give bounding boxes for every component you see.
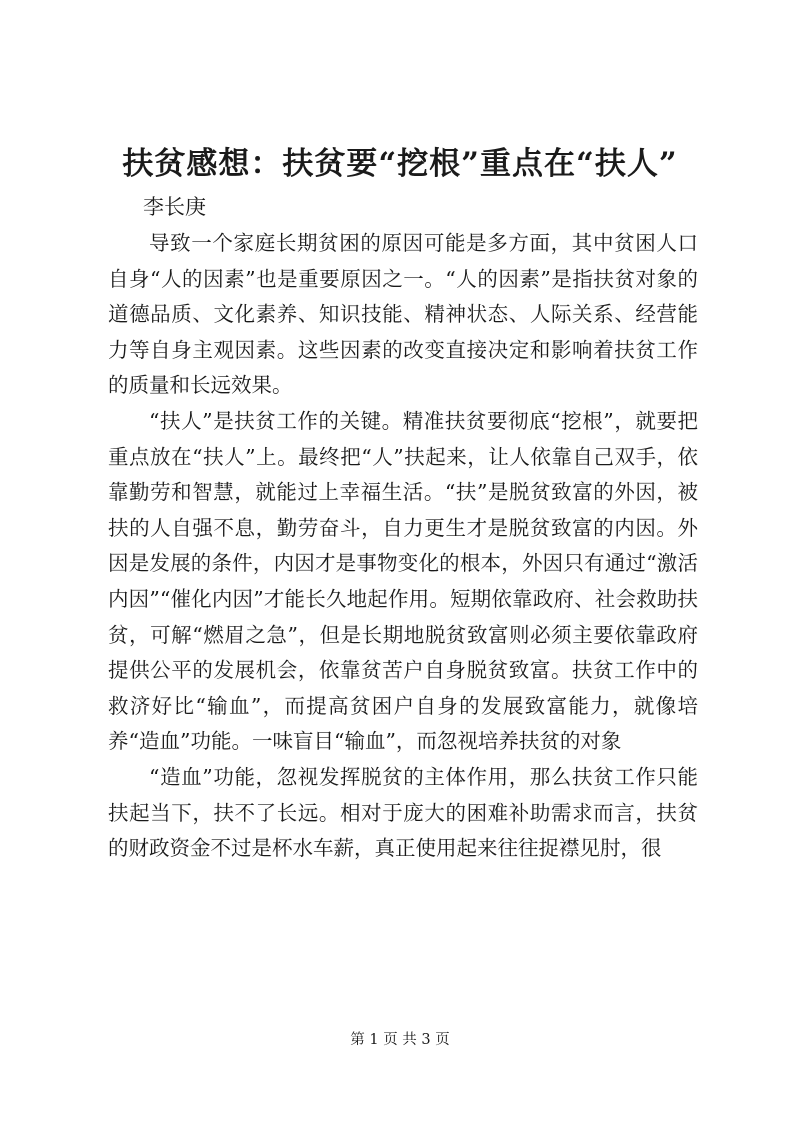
body-paragraph: “扶人”是扶贫工作的关键。精准扶贫要彻底“挖根”，就要把重点放在“扶人”上。最终把“人”扶起来，让人依靠自己双手，依靠勤劳和智慧，就能过上幸福生活。“扶”是脱贫致富的外因，被扶的人自强不息，勤劳奋斗，自力更生才是脱贫致富的内因。外因是发展的条件，内因才是事物变化的根本，外因只有通过“激活内因”“催化内因”才能长久地起作用。短期依靠政府、社会救助扶贫，可解“燃眉之急”，但是长期地脱贫致富则必须主要依靠政府提供公平的发展机会，依靠贫苦户自身脱贫致富。扶贫工作中的救济好比“输血”，而提高贫困户自身的发展致富能力，就像培养“造血”功能。一味盲目“输血”，而忽视培养扶贫的对象	[108, 408, 698, 754]
author-name: 李长庚	[143, 195, 206, 219]
body-paragraph: 导致一个家庭长期贫困的原因可能是多方面，其中贫困人口自身“人的因素”也是重要原因之一。“人的因素”是指扶贫对象的道德品质、文化素养、知识技能、精神状态、人际关系、经营能力等自身主观因素。这些因素的改变直接决定和影响着扶贫工作的质量和长远效果。	[108, 231, 698, 398]
document-title: 扶贫感想：扶贫要“挖根”重点在“扶人”	[122, 146, 678, 182]
body-paragraph: “造血”功能，忽视发挥脱贫的主体作用，那么扶贫工作只能扶起当下，扶不了长远。相对于庞大的困难补助需求而言，扶贫的财政资金不过是杯水车薪，真正使用起来往往捉襟见肘，很	[108, 764, 698, 861]
page-number-footer: 第 1 页 共 3 页	[350, 1032, 450, 1048]
document-body	[108, 226, 698, 867]
